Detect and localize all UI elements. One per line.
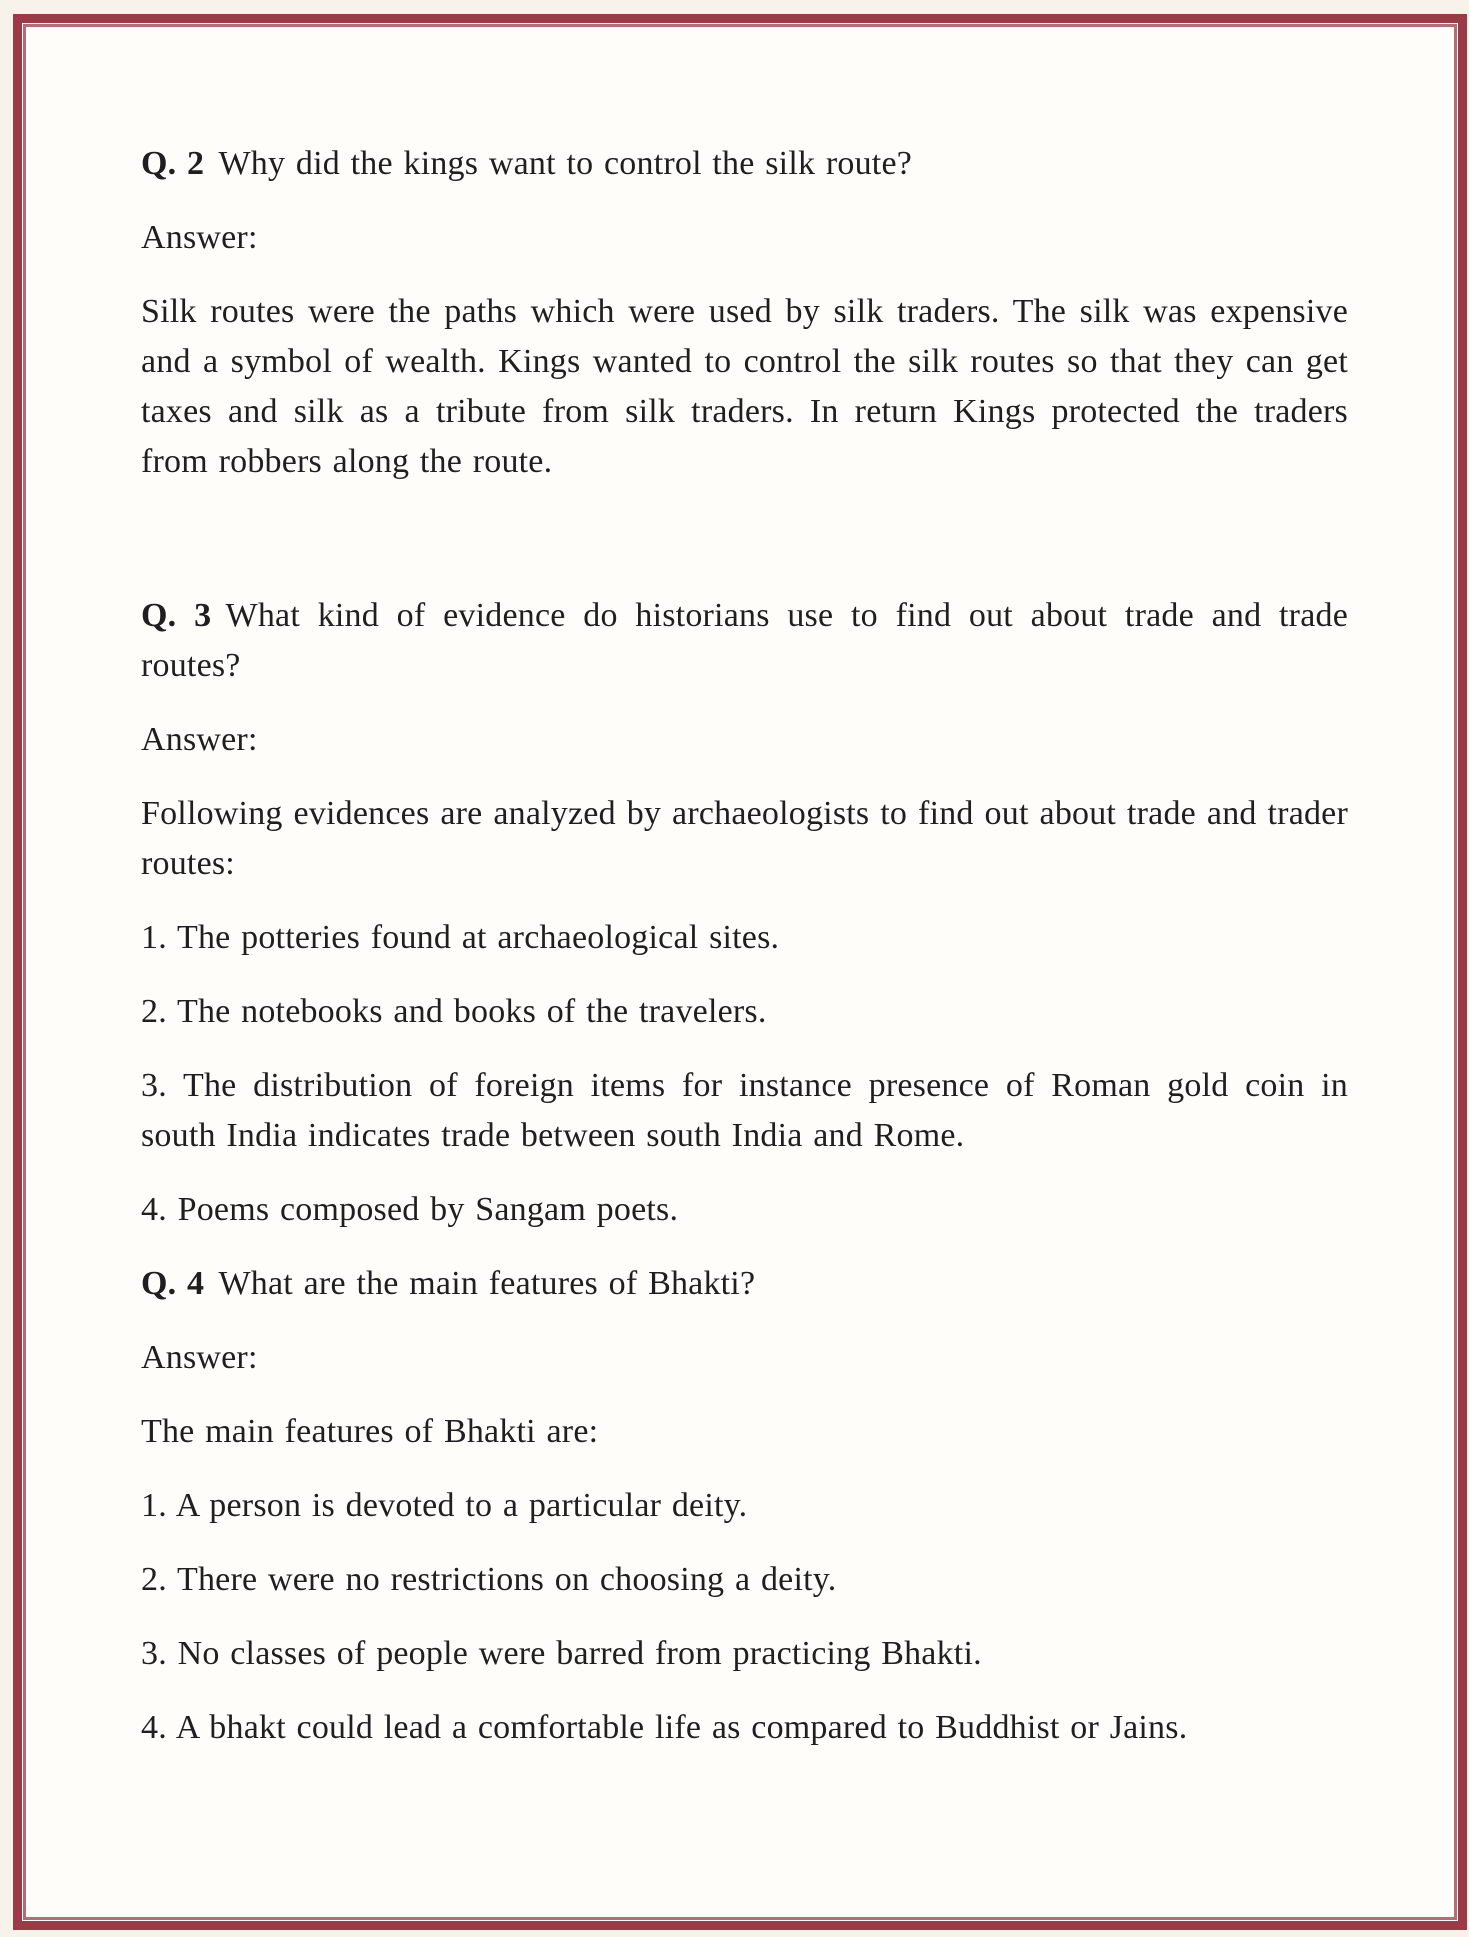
- page-border-inner: [23, 24, 1457, 1920]
- question-heading: [141, 591, 1348, 691]
- answer-paragraph-text: The main features of Bhakti are:: [141, 1413, 599, 1450]
- answer-label-text: Answer:: [141, 1339, 258, 1376]
- list-item: [141, 1629, 1348, 1679]
- question-text: What are the main features of Bhakti?: [218, 1265, 756, 1302]
- answer-paragraph: [141, 789, 1348, 889]
- question-text: What kind of evidence do historians use to find out about trade and trade routes?: [141, 597, 1348, 684]
- answer-label-text: Answer:: [141, 219, 258, 256]
- answer-paragraph: [141, 1407, 1348, 1457]
- list-item-text: 3. The distribution of foreign items for instance presence of Roman gold coin in south India indicates trade between south India and Rome.: [141, 1067, 1348, 1154]
- answer-label-text: Answer:: [141, 721, 258, 758]
- answer-label: [141, 715, 1348, 765]
- list-item: [141, 1555, 1348, 1605]
- answer-paragraph-text: Following evidences are analyzed by archaeologists to find out about trade and trader routes:: [141, 795, 1348, 882]
- section-gap: [141, 511, 1348, 591]
- question-text: Why did the kings want to control the silk route?: [218, 145, 913, 182]
- list-item: [141, 1185, 1348, 1235]
- answer-label: [141, 1333, 1348, 1383]
- question-number: Q. 4: [141, 1265, 205, 1302]
- list-item: [141, 1481, 1348, 1531]
- list-item-text: 1. The potteries found at archaeological sites.: [141, 919, 780, 956]
- list-item-text: 2. The notebooks and books of the travelers.: [141, 993, 767, 1030]
- list-item: [141, 987, 1348, 1037]
- question-number: Q. 2: [141, 145, 205, 182]
- page-border-outer: [13, 14, 1467, 1930]
- document-content: [26, 27, 1454, 1917]
- list-item-text: 1. A person is devoted to a particular deity.: [141, 1487, 748, 1524]
- question-heading: [141, 1259, 1348, 1309]
- question-number: Q. 3: [141, 597, 212, 634]
- list-item-text: 4. Poems composed by Sangam poets.: [141, 1191, 679, 1228]
- list-item: [141, 1703, 1348, 1753]
- answer-paragraph: [141, 287, 1348, 487]
- list-item-text: 4. A bhakt could lead a comfortable life as compared to Buddhist or Jains.: [141, 1709, 1188, 1746]
- answer-label: [141, 213, 1348, 263]
- list-item: [141, 913, 1348, 963]
- answer-paragraph-text: Silk routes were the paths which were used by silk traders. The silk was expensive and a symbol of wealth. Kings wanted to control the silk routes so that they can get taxes and silk as a tribute from silk traders. In return Kings protected the traders from robbers along the route.: [141, 293, 1348, 480]
- list-item-text: 2. There were no restrictions on choosing a deity.: [141, 1561, 837, 1598]
- list-item: [141, 1061, 1348, 1161]
- question-heading: [141, 139, 1348, 189]
- list-item-text: 3. No classes of people were barred from practicing Bhakti.: [141, 1635, 982, 1672]
